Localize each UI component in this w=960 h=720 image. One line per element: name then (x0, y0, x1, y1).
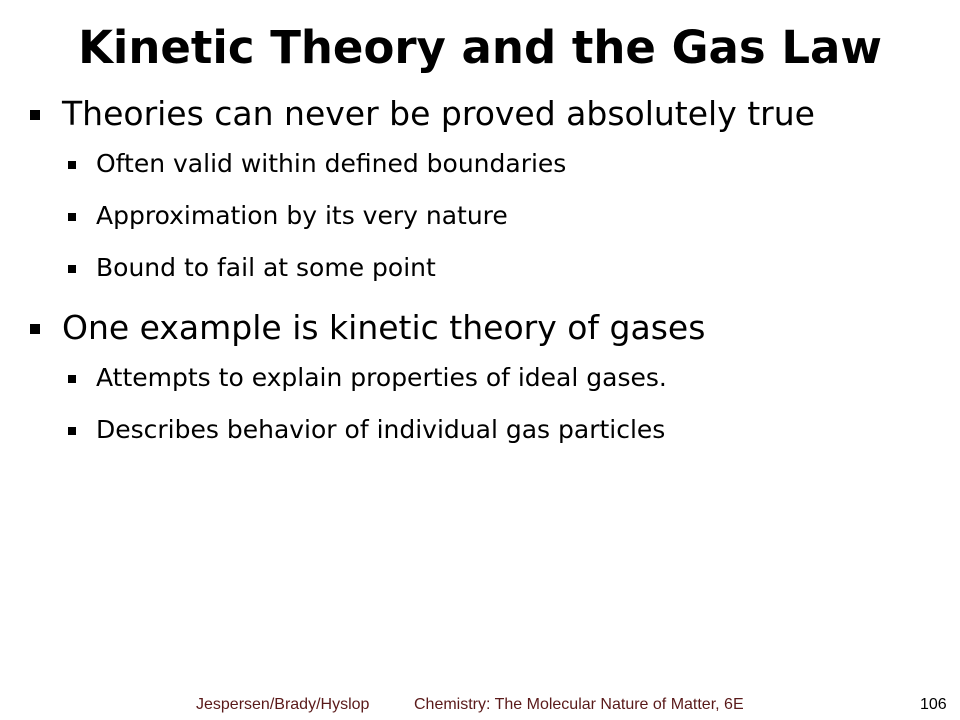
square-bullet-icon (30, 324, 40, 334)
square-bullet-icon (68, 265, 76, 273)
bullet-item (28, 306, 948, 350)
bullet-list (28, 92, 948, 448)
square-bullet-icon (30, 110, 40, 120)
sub-bullet-item (28, 198, 948, 234)
sub-bullet-text: Attempts to explain properties of ideal gases. (96, 363, 667, 392)
sub-bullet-text: Often valid within defined boundaries (96, 149, 567, 178)
footer-authors: Jespersen/Brady/Hyslop (196, 696, 370, 713)
footer-book-title: Chemistry: The Molecular Nature of Matter, 6E (414, 696, 744, 713)
page-number: 106 (920, 696, 947, 713)
slide-title: Kinetic Theory and the Gas Law (78, 21, 882, 74)
sub-bullet-text: Describes behavior of individual gas particles (96, 415, 666, 444)
sub-bullet-item (28, 146, 948, 182)
square-bullet-icon (68, 161, 76, 169)
sub-bullet-item (28, 250, 948, 286)
sub-bullet-item (28, 412, 948, 448)
sub-bullet-item (28, 360, 948, 396)
sub-bullet-text: Bound to fail at some point (96, 253, 436, 282)
bullet-text: Theories can never be proved absolutely true (62, 94, 815, 133)
square-bullet-icon (68, 213, 76, 221)
bullet-text: One example is kinetic theory of gases (62, 308, 706, 347)
slide-footer (0, 693, 960, 717)
bullet-item (28, 92, 948, 136)
square-bullet-icon (68, 375, 76, 383)
square-bullet-icon (68, 427, 76, 435)
sub-bullet-text: Approximation by its very nature (96, 201, 508, 230)
